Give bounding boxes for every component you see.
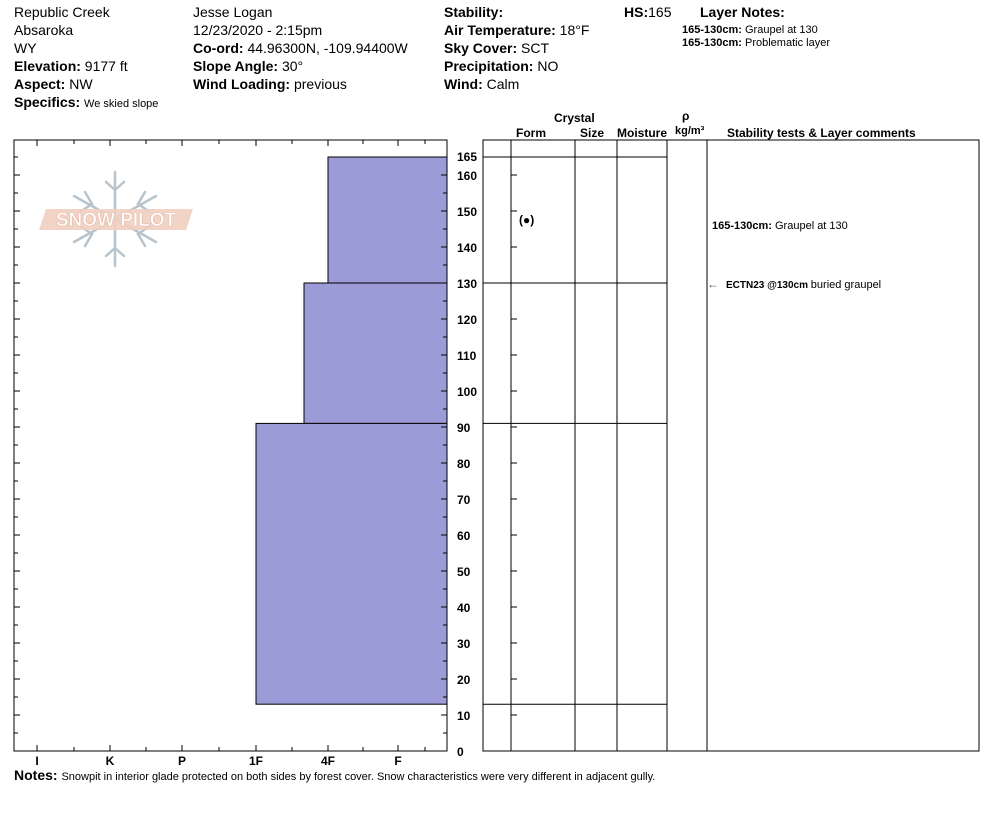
datetime: 12/23/2020 - 2:15pm [193, 22, 323, 38]
height-tick-label: 140 [457, 241, 478, 255]
layer-comment [712, 220, 848, 232]
snowpilot-logo [39, 172, 193, 266]
height-tick-label: 50 [457, 565, 471, 579]
comments-header: Stability tests & Layer comments [727, 126, 916, 140]
height-tick-label: 40 [457, 601, 471, 615]
crystal-header: Crystal [554, 111, 595, 125]
logo-text: SNOW PILOT [55, 210, 177, 231]
slope-label: Slope Angle: [193, 58, 279, 74]
height-tick-label: 130 [457, 277, 478, 291]
hardness-tick-label: 4F [320, 754, 336, 768]
precip-label: Precipitation: [444, 58, 534, 74]
air-temp-label: Air Temperature: [444, 22, 556, 38]
layer-comment-text: Graupel at 130 [775, 220, 848, 232]
slope-value: 30° [281, 58, 304, 74]
size-header: Size [580, 126, 605, 140]
observer: Jesse Logan [193, 4, 273, 20]
stability-test-comment: buried graupel [810, 279, 882, 291]
height-tick-label: 70 [457, 493, 471, 507]
height-tick-label: 90 [457, 421, 471, 435]
hardness-tick-label: I [35, 754, 39, 768]
air-temp-value: 18°F [559, 22, 590, 38]
height-tick-label: 100 [457, 385, 478, 399]
hardness-layer-bar [304, 283, 447, 423]
notes-label: Notes: [14, 767, 58, 783]
stability-label: Stability: [444, 4, 504, 20]
hardness-tick-label: P [177, 754, 187, 768]
layer-notes-label: Layer Notes: [700, 4, 785, 20]
graupel-symbol: (●) [519, 213, 535, 227]
wind-value: Calm [486, 76, 520, 92]
hardness-tick-label: K [105, 754, 115, 768]
height-tick-label: 20 [457, 673, 471, 687]
height-tick-label: 10 [457, 709, 471, 723]
form-header: Form [516, 126, 546, 140]
height-tick-label: 150 [457, 205, 478, 219]
height-tick-label: 120 [457, 313, 478, 327]
hardness-tick-label: 1F [248, 754, 264, 768]
layer-note-range: 165-130cm: [682, 24, 742, 36]
wind-loading-label: Wind Loading: [193, 76, 291, 92]
layer-comment-range: 165-130cm: [712, 220, 775, 232]
rho-header: ρ [682, 109, 690, 123]
sky-label: Sky Cover: [444, 40, 518, 56]
height-tick-label: 110 [457, 349, 477, 363]
layer-note-text: Graupel at 130 [745, 24, 818, 36]
coord-value: 44.96300N, -109.94400W [247, 40, 408, 56]
hardness-tick-label: F [394, 754, 402, 768]
hs-label: HS: [624, 4, 649, 20]
height-tick-label: 60 [457, 529, 471, 543]
elevation-label: Elevation: [14, 58, 81, 74]
location-name: Republic Creek [14, 4, 110, 20]
elevation-value: 9177 ft [84, 58, 128, 74]
precip-value: NO [537, 58, 559, 74]
state: WY [14, 40, 37, 56]
sky-value: SCT [521, 40, 550, 56]
mountain-range: Absaroka [14, 22, 74, 38]
wind-label: Wind: [444, 76, 483, 92]
hardness-layer-bar [256, 423, 447, 704]
height-tick-label: 80 [457, 457, 471, 471]
aspect-value: NW [69, 76, 93, 92]
height-tick-label: 160 [457, 169, 478, 183]
notes [14, 766, 655, 784]
test-arrow-icon: ← [707, 277, 719, 291]
moisture-header: Moisture [617, 126, 668, 140]
density-unit-header: kg/m³ [675, 125, 705, 137]
notes-text: Snowpit in interior glade protected on both sides by forest cover. Snow characteristics were very different in adjacent gully. [61, 771, 656, 783]
layer-note-text: Problematic layer [745, 37, 830, 49]
stability-test [726, 279, 881, 291]
stability-test-code: ECTN23 @130cm [726, 280, 811, 291]
hardness-layer-bar [328, 157, 447, 283]
height-tick-label: 30 [457, 637, 471, 651]
hs-value: 165 [648, 4, 672, 20]
aspect-label: Aspect: [14, 76, 66, 92]
specifics-label: Specifics: [14, 94, 81, 110]
specifics-value: We skied slope [84, 98, 159, 110]
height-tick-label: 0 [457, 745, 464, 759]
layer-note-range: 165-130cm: [682, 37, 742, 49]
height-tick-label: 165 [457, 150, 478, 164]
wind-loading-value: previous [293, 76, 347, 92]
coord-label: Co-ord: [193, 40, 244, 56]
